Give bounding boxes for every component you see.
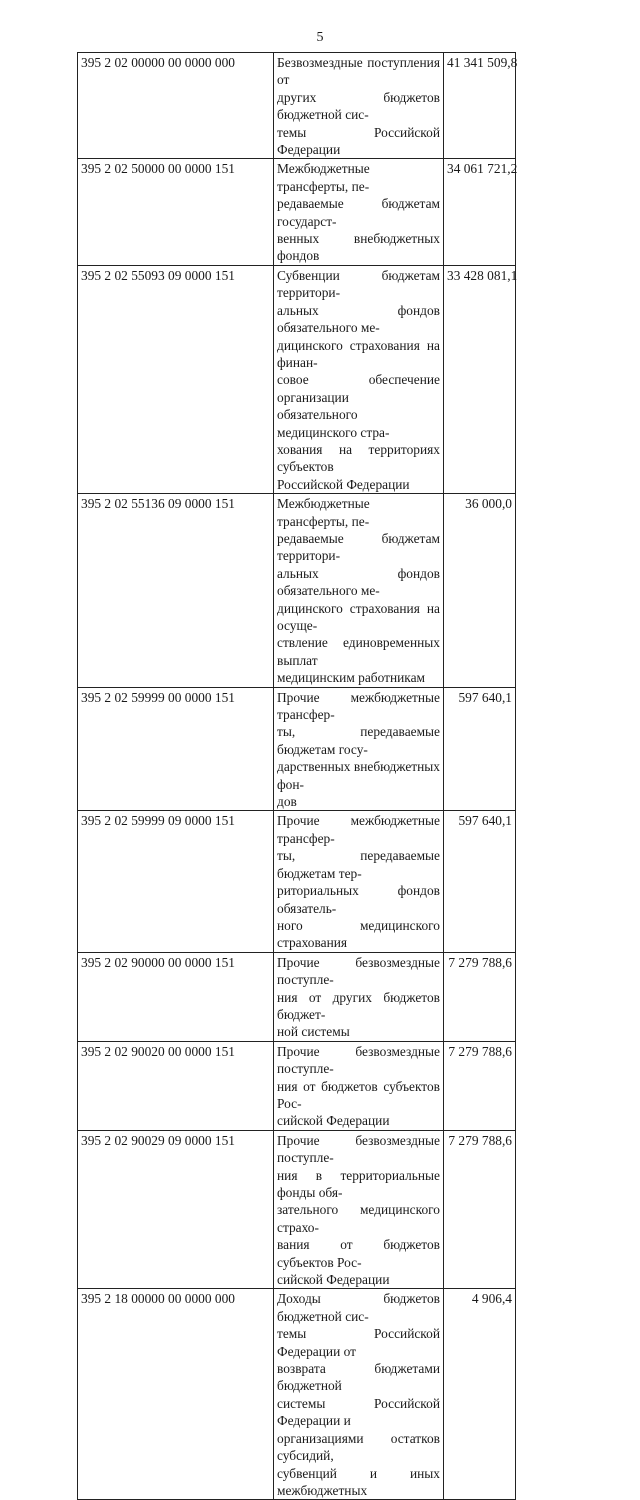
description-line: риториальных фондов обязатель- xyxy=(277,883,440,916)
description-line: обязательного медицинского стра- xyxy=(277,407,390,440)
description-line: Прочие безвозмездные поступле- xyxy=(277,1132,440,1166)
amount-cell: 36 000,0 xyxy=(444,494,516,687)
description-line: ния в территориальные фонды обя- xyxy=(277,1167,440,1200)
description-line: возврата бюджетами бюджетной xyxy=(277,1361,440,1394)
description-line: Безвозмездные поступления от xyxy=(277,55,440,88)
description-line: медицинским работникам xyxy=(277,670,426,686)
budget-code-cell: 395 2 02 90029 09 0000 151 xyxy=(78,1130,274,1289)
description-line: зательного медицинского страхо- xyxy=(277,1202,440,1235)
table-row xyxy=(78,265,516,493)
description-line: совое обеспечение организации xyxy=(277,372,440,405)
amount-cell: 4 906,4 xyxy=(444,1289,516,1500)
description-line: Прочие межбюджетные трансфер- xyxy=(277,813,440,846)
amount-cell: 597 640,1 xyxy=(444,687,516,811)
budget-code-cell: 395 2 02 55093 09 0000 151 xyxy=(78,265,274,493)
description-line: других бюджетов бюджетной сис- xyxy=(277,89,440,123)
description-line: редаваемые бюджетам государст- xyxy=(277,196,440,229)
description-line: Субвенции бюджетам территори- xyxy=(277,267,440,301)
table-row xyxy=(78,159,516,265)
description-cell xyxy=(274,494,444,687)
description-line: дицинского страхования на осуще- xyxy=(277,600,440,633)
description-line: Прочие межбюджетные трансфер- xyxy=(277,689,440,723)
budget-table xyxy=(77,52,516,1500)
description-cell xyxy=(274,952,444,1041)
description-line: ты, передаваемые бюджетам госу- xyxy=(277,724,440,757)
amount-cell: 7 279 788,6 xyxy=(444,1041,516,1130)
table-row xyxy=(78,811,516,952)
description-line: темы Российской Федерации xyxy=(277,124,440,158)
amount-cell: 41 341 509,8 xyxy=(444,53,516,159)
table-row xyxy=(78,53,516,159)
budget-table-body xyxy=(78,53,516,1500)
description-line: дов xyxy=(277,794,297,810)
table-row xyxy=(78,952,516,1041)
description-line: сийской Федерации xyxy=(277,1113,390,1129)
description-line: редаваемые бюджетам территори- xyxy=(277,530,440,564)
description-line: хования на территориях субъектов xyxy=(277,441,440,475)
description-line: организациями остатков субсидий, xyxy=(277,1430,440,1464)
description-line: ния от других бюджетов бюджет- xyxy=(277,989,440,1022)
description-line: альных фондов обязательного ме- xyxy=(277,565,440,599)
description-line: Прочие безвозмездные поступле- xyxy=(277,1043,440,1077)
budget-code-cell: 395 2 02 59999 00 0000 151 xyxy=(78,687,274,811)
description-line: Межбюджетные трансферты, пе- xyxy=(277,161,370,194)
amount-cell: 33 428 081,1 xyxy=(444,265,516,493)
budget-code-cell: 395 2 02 55136 09 0000 151 xyxy=(78,494,274,687)
description-line: Доходы бюджетов бюджетной сис- xyxy=(277,1291,440,1324)
description-line: Межбюджетные трансферты, пе- xyxy=(277,496,370,529)
description-line: Российской Федерации xyxy=(277,476,410,492)
description-cell xyxy=(274,159,444,265)
description-line: альных фондов обязательного ме- xyxy=(277,302,440,336)
description-line: сийской Федерации xyxy=(277,1272,390,1288)
page-number: 5 xyxy=(316,30,324,45)
table-row xyxy=(78,1041,516,1130)
description-line: дицинского страхования на финан- xyxy=(277,337,440,370)
description-line: ты, передаваемые бюджетам тер- xyxy=(277,848,440,881)
description-line: дарственных внебюджетных фон- xyxy=(277,759,440,792)
description-cell xyxy=(274,811,444,952)
description-cell xyxy=(274,1289,444,1500)
amount-cell: 7 279 788,6 xyxy=(444,1130,516,1289)
description-line: ния от бюджетов субъектов Рос- xyxy=(277,1078,440,1111)
budget-code-cell: 395 2 18 00000 00 0000 000 xyxy=(78,1289,274,1500)
table-row xyxy=(78,1289,516,1500)
description-cell xyxy=(274,1130,444,1289)
description-line: ной системы xyxy=(277,1024,350,1040)
description-cell xyxy=(274,687,444,811)
table-row xyxy=(78,1130,516,1289)
amount-cell: 34 061 721,2 xyxy=(444,159,516,265)
description-line: системы Российской Федерации и xyxy=(277,1395,440,1429)
description-line: вания от бюджетов субъектов Рос- xyxy=(277,1237,440,1270)
table-row xyxy=(78,687,516,811)
budget-code-cell: 395 2 02 50000 00 0000 151 xyxy=(78,159,274,265)
description-line: ствление единовременных выплат xyxy=(277,635,440,668)
budget-code-cell: 395 2 02 90020 00 0000 151 xyxy=(78,1041,274,1130)
table-row xyxy=(78,494,516,687)
description-line: ного медицинского страхования xyxy=(277,917,440,951)
description-line: субвенций и иных межбюджетных xyxy=(277,1465,440,1498)
description-line: Прочие безвозмездные поступле- xyxy=(277,954,440,988)
amount-cell: 597 640,1 xyxy=(444,811,516,952)
description-line: венных внебюджетных фондов xyxy=(277,231,440,264)
description-line: темы Российской Федерации от xyxy=(277,1326,440,1359)
description-cell xyxy=(274,53,444,159)
budget-code-cell: 395 2 02 90000 00 0000 151 xyxy=(78,952,274,1041)
description-cell xyxy=(274,1041,444,1130)
budget-code-cell: 395 2 02 00000 00 0000 000 xyxy=(78,53,274,159)
budget-code-cell: 395 2 02 59999 09 0000 151 xyxy=(78,811,274,952)
amount-cell: 7 279 788,6 xyxy=(444,952,516,1041)
description-cell xyxy=(274,265,444,493)
